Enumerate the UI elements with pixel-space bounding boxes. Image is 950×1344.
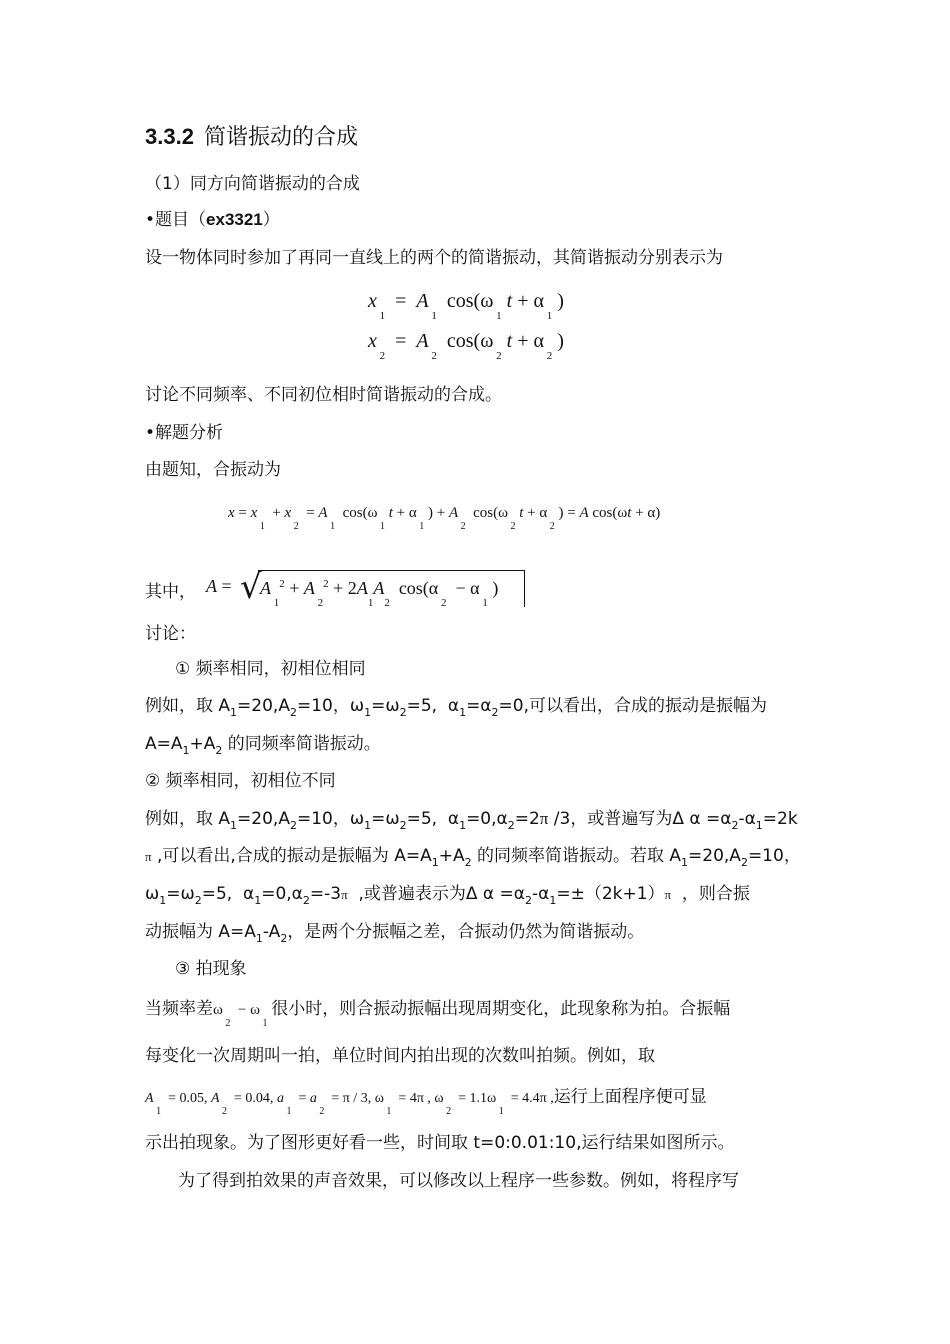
section-number: 3.3.2 (145, 124, 194, 149)
case2-title: ② 频率相同，初相位不同 (145, 771, 336, 791)
amplitude-radicand: A $_1^2$ + A $_2^2 + 2A_1A_2$ cos(α $_2$ − α $_1$ ) (260, 578, 499, 609)
case3-title: ③ 拍现象 (175, 959, 247, 979)
topic-code: ex3321 (206, 210, 263, 229)
case1-line2: $A=A_1+A_2$ 的同频率简谐振动。 (145, 734, 381, 757)
topic-close: ） (262, 210, 280, 230)
discuss-label: 讨论： (145, 624, 196, 644)
case2-line2: π ,可以看出,合成的振动是振幅为 $A=A_1+A_2$ 的同频率简谐振动。若取 $A_1=20,A_2=10$， (145, 846, 801, 869)
case2-line3: $\omega_1=\omega_2=5$, $\alpha_1=0,\alpha_2=-3\pi$ ,或普遍表示为Δ $\alpha =\alpha_2-\alpha_1=\pm(2k+1)\pi$ ，则合振 (145, 884, 750, 907)
beat-line2: 每变化一次周期叫一拍，单位时间内拍出现的次数叫拍频。例如，取 (145, 1046, 655, 1066)
final-line: 为了得到拍效果的声音效果，可以修改以上程序一些参数。例如，将程序写 (178, 1171, 739, 1191)
beat-line3-post: 运行上面程序便可显 (553, 1087, 707, 1107)
problem-text: 设一物体同时参加了再同一直线上的两个的简谐振动，其简谐振动分别表示为 (145, 248, 723, 268)
section-title: 简谐振动的合成 (203, 125, 358, 150)
analysis-label: •解题分析 (145, 423, 224, 443)
equation-x2: x $_2$ = A $_2$ cos(ω $_2$ t + α $_2$ ) (368, 330, 564, 362)
beat-line4: 示出拍现象。为了图形更好看一些，时间取 t=0:0.01:10,运行结果如图所示。 (145, 1133, 735, 1153)
beat-line1-pre: 当频率差 (145, 999, 213, 1019)
beat-line3: A $_1$ = 0.05, A $_2$ = 0.04, a $_1$ = a $_2$ = π / 3, ω $_1$ = 4π , ω $_2$ = 1.1ω $_1$ = 4.4π ,运行上面程序便可显 (145, 1087, 707, 1117)
case2-line1: 例如，取 $A_1=20,A_2=10$，$\omega_1=\omega_2=5$, $\alpha_1=0,\alpha_2=2\pi$ /3，或普遍写为Δ $\alpha =\alpha_2-\alpha_1=2k$ (145, 809, 798, 832)
beat-line1: 当频率差ω $_2$ − ω $_1$ 很小时，则合振动振幅出现周期变化，此现象称为拍。合振幅 (145, 999, 731, 1029)
equation-combined: x = x $_1$ + x $_2$ = A $_1$ cos(ω $_1$ t + α $_1$ ) + A $_2$ cos(ω $_2$ t + α $_2$ ) = A cos(ωt + α) (228, 505, 661, 532)
section-heading (145, 120, 358, 151)
analysis-intro: 由题知，合振动为 (145, 460, 281, 480)
amplitude-formula: A = (206, 576, 232, 596)
case1-title: ① 频率相同，初相位相同 (175, 659, 366, 679)
topic-label: •题目（ (145, 210, 207, 230)
topic-line (145, 209, 280, 231)
where-label: 其中， (145, 582, 196, 602)
subsection-title: （1）同方向简谐振动的合成 (145, 174, 360, 194)
sqrt-symbol: √ (240, 567, 262, 607)
case2-line4: 动振幅为 $A=A_1-A_2$，是两个分振幅之差，合振动仍然为简谐振动。 (145, 922, 645, 945)
discuss-intro: 讨论不同频率、不同初位相时简谐振动的合成。 (145, 385, 502, 405)
case1-line1: 例如，取 $A_1=20,A_2=10$，$\omega_1=\omega_2=5$, $\alpha_1=\alpha_2=0$,可以看出，合成的振动是振幅为 (145, 696, 767, 719)
beat-line1-post: 很小时，则合振动振幅出现周期变化，此现象称为拍。合振幅 (271, 999, 731, 1019)
equation-x1: x $_1$ = A $_1$ cos(ω $_1$ t + α $_1$ ) (368, 290, 564, 322)
